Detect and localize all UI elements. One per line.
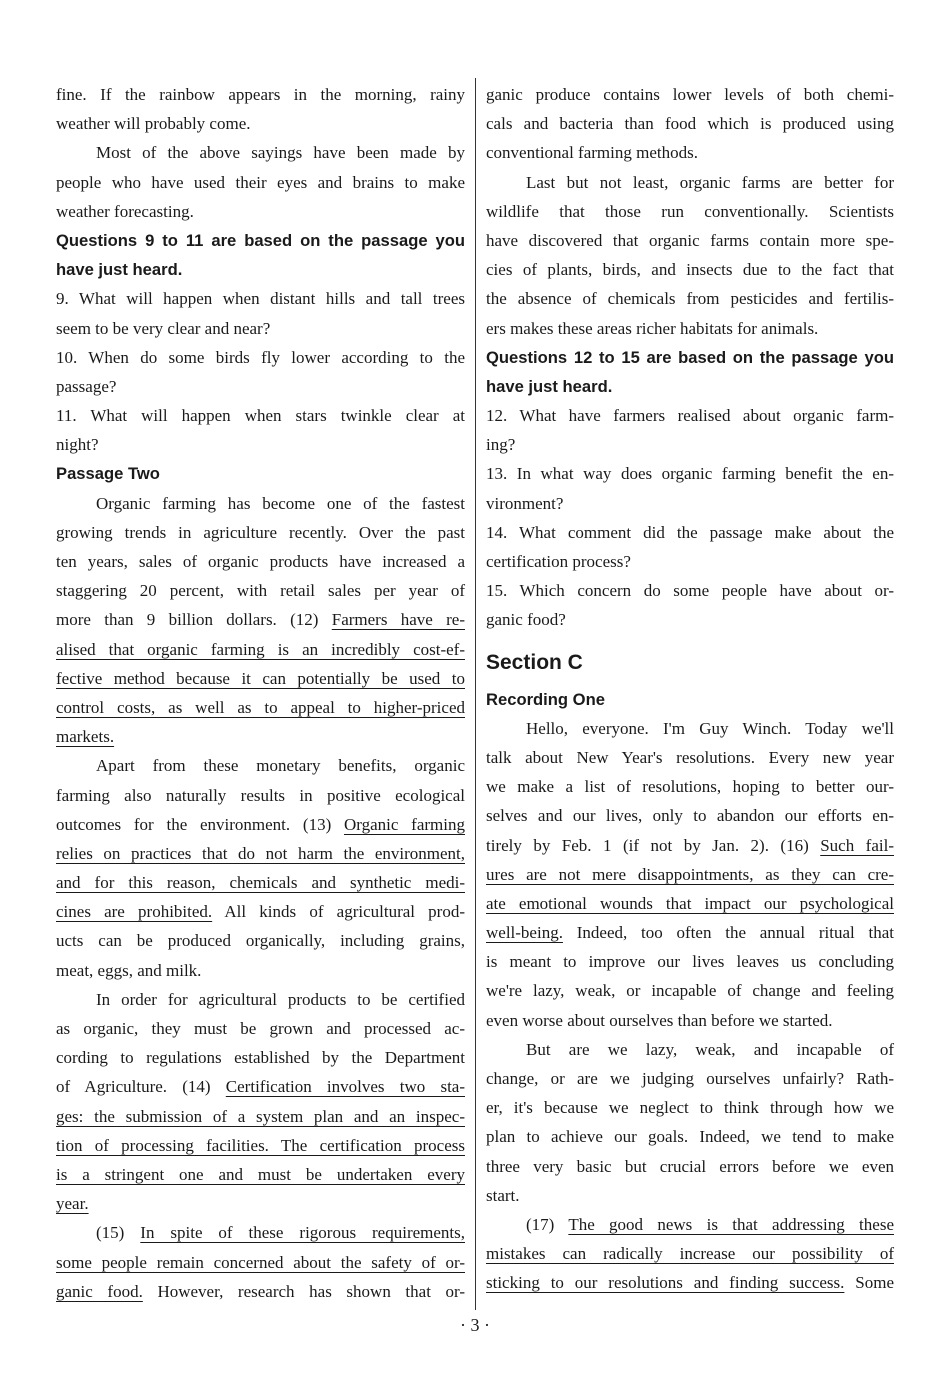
underlined-answer: ate emotional wounds that impact our psychological (486, 893, 894, 913)
text-line: have discovered that organic farms contain more spe- (486, 230, 894, 250)
question-item: ganic food? (486, 610, 566, 630)
text-line: ucts can be produced organically, including grains, (56, 931, 465, 951)
text-line: cording to regulations established by the Department (56, 1048, 465, 1068)
question-item: ing? (486, 435, 516, 455)
text-line: three very basic but crucial errors before we even (486, 1156, 894, 1176)
text-line: ganic produce contains lower levels of both chemi- (486, 85, 894, 104)
underlined-answer: fective method because it can potentially be used to (56, 668, 465, 688)
text-line: is meant to improve our lives leaves us concluding (486, 952, 894, 972)
underlined-answer: mistakes can radically increase our possibility of (486, 1244, 894, 1264)
text-line: selves and our lives, only to abandon our efforts en- (486, 806, 894, 826)
text-segment: (17) (526, 1214, 555, 1234)
text-line: But are we lazy, weak, and incapable of (526, 1039, 894, 1059)
question-item: vironment? (486, 493, 564, 513)
text-line: change, or are we judging ourselves unfairly? Rath- (486, 1069, 894, 1088)
text-line: we're lazy, weak, or incapable of change and feeling (486, 981, 894, 1001)
questions-heading: have just heard. (56, 260, 183, 280)
text-line: even worse about ourselves than before we started. (486, 1010, 833, 1030)
text-line: Last but not least, organic farms are better for (526, 172, 894, 192)
text-line: talk about New Year's resolutions. Every new year (486, 747, 894, 767)
text-line: we make a list of resolutions, hoping to better our- (486, 777, 894, 797)
question-item: night? (56, 435, 99, 455)
section-c-heading: Section C (486, 650, 583, 674)
underlined-answer: and for this reason, chemicals and synthetic medi- (56, 873, 465, 893)
underlined-answer: Certification involves two sta- (225, 1077, 465, 1097)
text-line (56, 722, 465, 751)
text-line (56, 605, 465, 634)
text-segment: Indeed, too often the annual ritual that (576, 923, 895, 943)
text-line (486, 918, 894, 947)
question-item: 14. What comment did the passage make about the (486, 522, 894, 542)
passage-two-heading: Passage Two (56, 464, 160, 484)
text-line: start. (486, 1185, 520, 1205)
text-line: wildlife that those run conventionally. Scientists (486, 201, 894, 221)
text-line: staggering 20 percent, with retail sales per year of (56, 581, 465, 601)
questions-heading: have just heard. (486, 376, 613, 396)
text-line: growing trends in agriculture recently. Over the past (56, 522, 465, 542)
underlined-answer: well-being. (486, 923, 563, 943)
underlined-answer: ges: the submission of a system plan and an inspec- (56, 1106, 465, 1126)
text-line (486, 1210, 894, 1239)
text-segment: (15) (96, 1223, 125, 1243)
text-line: cies of plants, birds, and insects due to the fact that (486, 260, 894, 280)
text-line: fine. If the rainbow appears in the morning, rainy (56, 85, 465, 104)
text-line: as organic, they must be grown and processed ac- (56, 1019, 465, 1038)
questions-heading: Questions 12 to 15 are based on the passage you (486, 347, 894, 367)
page-number: · 3 · (460, 1315, 490, 1335)
text-line (56, 1218, 465, 1247)
text-line (486, 831, 894, 860)
text-segment: of Agriculture. (14) (56, 1077, 211, 1097)
text-line: In order for agricultural products to be certified (96, 989, 465, 1009)
text-line: Hello, everyone. I'm Guy Winch. Today we'll (526, 718, 894, 738)
text-line (56, 810, 465, 839)
text-line: ers makes these areas richer habitats for animals. (486, 318, 819, 338)
underlined-answer: tion of processing facilities. The certification process (56, 1135, 465, 1155)
text-line: Apart from these monetary benefits, organic (96, 756, 465, 776)
text-line: people who have used their eyes and brains to make (56, 172, 465, 192)
text-line (56, 1072, 465, 1101)
underlined-answer: some people remain concerned about the safety of or- (56, 1252, 465, 1272)
text-line: cals and bacteria than food which is produced using (486, 114, 894, 134)
questions-heading: Questions 9 to 11 are based on the passage you (56, 230, 465, 250)
question-item: 10. When do some birds fly lower according to the (56, 347, 465, 367)
question-item: seem to be very clear and near? (56, 318, 271, 338)
underlined-answer: Such fail- (820, 835, 894, 855)
right-column (486, 80, 894, 1298)
text-line: meat, eggs, and milk. (56, 960, 202, 980)
column-divider (475, 78, 476, 1310)
underlined-answer: cines are prohibited. (56, 902, 213, 922)
underlined-answer: Farmers have re- (331, 610, 466, 630)
question-item: 12. What have farmers realised about organic farm- (486, 406, 894, 426)
underlined-answer: The good news is that addressing these (568, 1214, 894, 1234)
text-segment: Some (855, 1273, 895, 1293)
underlined-answer: alised that organic farming is an incredibly cost-ef- (56, 639, 465, 659)
text-segment: All kinds of agricultural prod- (224, 902, 465, 922)
question-item: 11. What will happen when stars twinkle clear at (56, 406, 465, 426)
text-line: plan to achieve our goals. Indeed, we tend to make (486, 1127, 894, 1147)
underlined-answer: markets. (56, 727, 115, 747)
text-line: conventional farming methods. (486, 143, 698, 163)
underlined-answer: Organic farming (343, 814, 465, 834)
text-line: er, it's because we neglect to think through how we (486, 1098, 894, 1118)
underlined-answer: year. (56, 1194, 89, 1214)
text-line: Organic farming has become one of the fastest (96, 493, 465, 513)
question-item: passage? (56, 376, 117, 396)
text-line (56, 897, 465, 926)
text-segment: tirely by Feb. 1 (if not by Jan. 2). (16) (486, 835, 809, 855)
underlined-answer: is a stringent one and must be undertaken every (56, 1164, 465, 1184)
text-line: weather forecasting. (56, 201, 194, 221)
text-segment: more than 9 billion dollars. (12) (56, 610, 319, 630)
text-line (56, 1189, 465, 1218)
underlined-answer: ures are not mere disappointments, as they can cre- (486, 864, 894, 884)
text-line: the absence of chemicals from pesticides and fertilis- (486, 289, 894, 309)
question-item: 9. What will happen when distant hills and tall trees (56, 289, 465, 309)
question-item: certification process? (486, 552, 631, 571)
question-item: 13. In what way does organic farming benefit the en- (486, 464, 894, 484)
underlined-answer: control costs, as well as to appeal to higher-priced (56, 697, 465, 717)
underlined-answer: ganic food. (56, 1281, 143, 1301)
question-item: 15. Which concern do some people have about or- (486, 581, 894, 601)
text-line (486, 1268, 894, 1297)
left-column (56, 80, 465, 1306)
text-line: farming also naturally results in positive ecological (56, 785, 465, 805)
text-line: weather will probably come. (56, 114, 251, 134)
underlined-answer: sticking to our resolutions and finding success. (486, 1273, 845, 1293)
text-line: ten years, sales of organic products have increased a (56, 552, 465, 571)
text-line (56, 1277, 465, 1306)
underlined-answer: relies on practices that do not harm the environment, (56, 843, 465, 863)
text-line: Most of the above sayings have been made by (96, 143, 465, 163)
underlined-answer: In spite of these rigorous requirements, (140, 1223, 466, 1243)
text-segment: However, research has shown that or- (157, 1281, 465, 1301)
text-segment: outcomes for the environment. (13) (56, 814, 332, 834)
recording-one-heading: Recording One (486, 689, 605, 709)
